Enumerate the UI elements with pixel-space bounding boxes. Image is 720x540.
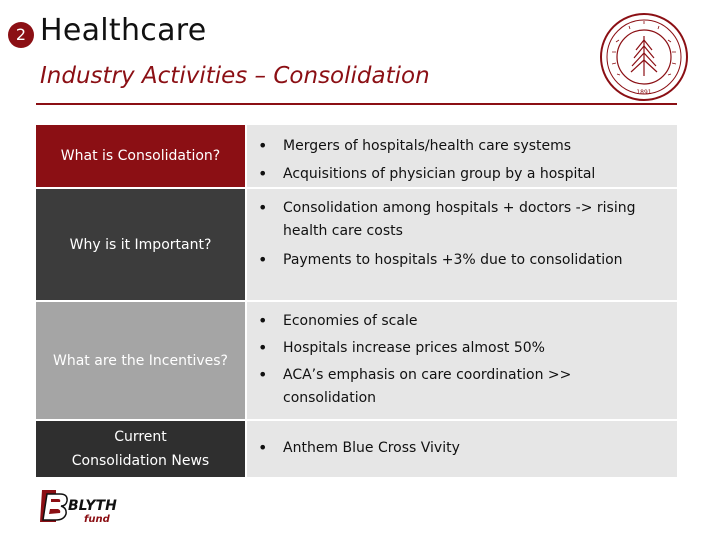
header-divider (36, 103, 677, 105)
bullet-item: • Mergers of hospitals/health care systems (283, 135, 667, 158)
blyth-fund-logo (38, 484, 132, 528)
bullet-item: • Anthem Blue Cross Vivity (283, 437, 667, 460)
university-seal-logo (594, 12, 694, 102)
row-content (247, 421, 677, 477)
slide-title: Healthcare (40, 13, 207, 48)
bullet-item: • Economies of scale (283, 310, 667, 333)
row-content (247, 125, 677, 187)
table-row (36, 302, 677, 419)
slide-number-badge: 2 (8, 22, 34, 48)
row-label-what-is: What is Consolidation? (36, 125, 245, 187)
bullet-item: • ACA’s emphasis on care coordination >> consolidation (283, 364, 667, 410)
table-row (36, 125, 677, 187)
row-content (247, 302, 677, 419)
row-label-why: Why is it Important? (36, 189, 245, 300)
slide-subtitle: Industry Activities – Consolidation (40, 63, 430, 89)
table-row (36, 189, 677, 300)
bullet-item: • Acquisitions of physician group by a hospital (283, 163, 667, 186)
bullet-item: • Payments to hospitals +3% due to consolidation (283, 249, 667, 272)
table-row (36, 421, 677, 477)
row-content (247, 189, 677, 300)
bullet-item: • Hospitals increase prices almost 50% (283, 337, 667, 360)
logo-text-main: BLYTH (68, 498, 117, 514)
logo-text-sub: fund (84, 514, 110, 525)
seal-year: 1891 (636, 89, 652, 96)
row-label-news: Current Consolidation News (36, 421, 245, 477)
row-label-incentives: What are the Incentives? (36, 302, 245, 419)
bullet-item: • Consolidation among hospitals + doctors -> rising health care costs (283, 197, 667, 243)
